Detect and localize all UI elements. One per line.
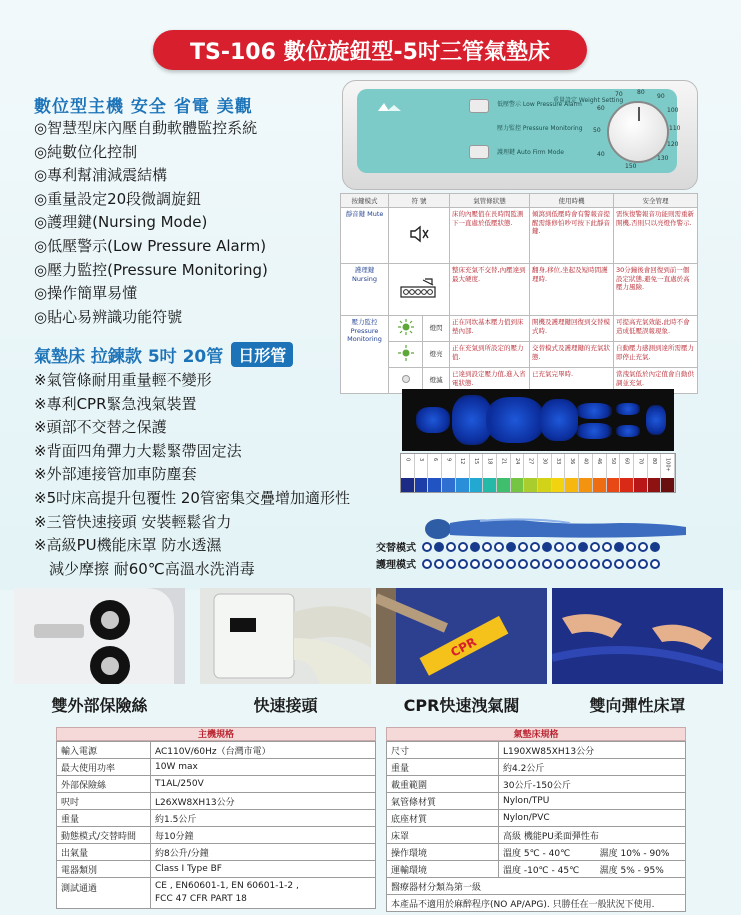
spec-value: 30公斤-150公斤 (499, 776, 686, 793)
air-tube (626, 542, 636, 552)
cpr-tag-label: CPR (448, 634, 479, 660)
lamp-status: 燈閃 (423, 316, 450, 342)
scale-cell (524, 454, 538, 492)
pressure-blob (540, 399, 578, 441)
dial-number: 90 (657, 93, 665, 100)
scale-swatch (442, 478, 455, 492)
spec-key: 床罩 (387, 827, 499, 844)
weight-setting-knob[interactable] (607, 101, 669, 163)
scale-number: 9 (445, 458, 452, 462)
panel-label: 重量設定 Weight Setting (553, 97, 624, 104)
spec-value: 濕度 5% - 95% (596, 861, 686, 878)
scale-swatch (648, 478, 661, 492)
air-tube (650, 559, 660, 569)
quick-connector-photo (200, 588, 371, 684)
timing-cell: 翻身,移位,坐起及短時間護理時. (530, 264, 614, 316)
timing-cell: 交替模式及護理鍵的充氣狀態. (530, 342, 614, 368)
spec-key: 底座材質 (387, 810, 499, 827)
scale-swatch (579, 478, 592, 492)
scale-number: 36 (568, 458, 575, 465)
air-tube (566, 559, 576, 569)
spec-value: T1AL/250V (151, 776, 376, 793)
dial-number: 130 (657, 155, 669, 162)
feature-item: ※高級PU機能床罩 防水透濕 (34, 536, 222, 555)
scale-number: 6 (431, 458, 438, 462)
air-tube (554, 559, 564, 569)
scale-cell (648, 454, 662, 492)
scale-swatch (538, 478, 551, 492)
air-tube (614, 542, 624, 552)
dial-number: 110 (669, 125, 681, 132)
scale-number: 70 (637, 458, 644, 465)
nursing-mode-row (376, 556, 660, 571)
spec-value-multi (151, 878, 376, 909)
air-tube (638, 559, 648, 569)
state-cell: 已達到設定壓力值,進入省電狀態. (450, 368, 530, 394)
air-tube (434, 542, 444, 552)
mattress-heading-text: 氣墊床 拉鍊款 5吋 20管 (34, 347, 224, 367)
scale-cell (538, 454, 552, 492)
spec-key: 操作環境 (387, 844, 499, 861)
scale-cell (634, 454, 648, 492)
scale-number: 50 (609, 458, 616, 465)
alternate-mode-row (376, 539, 660, 554)
safety-cell: 可提高充氣效能,此時不會造成低壓誤報現象. (614, 316, 698, 342)
scale-swatch (661, 478, 674, 492)
spec-note: 本產品不適用於麻醉程序(NO AP/APG). 只勝任在一般狀況下使用. (387, 895, 686, 912)
panel-label: 壓力監控 Pressure Monitoring (497, 125, 583, 132)
mode-table-header: 安全管理 (614, 194, 698, 208)
air-tube (518, 559, 528, 569)
spec-value: L26XW8XH13公分 (151, 793, 376, 810)
scale-number: 40 (582, 458, 589, 465)
mode-table-header: 氣管條狀態 (450, 194, 530, 208)
dial-number: 40 (597, 151, 605, 158)
mode-cell: 靜音鍵 Mute (341, 208, 389, 264)
scale-cell (565, 454, 579, 492)
scale-cell (456, 454, 470, 492)
dial-number: 50 (593, 127, 601, 134)
scale-swatch (470, 478, 483, 492)
air-tube (458, 559, 468, 569)
mute-icon (389, 208, 450, 264)
photo-caption: 雙外部保險絲 (51, 696, 148, 715)
feature-item: ◎壓力監控(Pressure Monitoring) (34, 260, 268, 279)
mode-table (340, 193, 698, 394)
mattress-feature-list (34, 369, 350, 581)
scale-cell (661, 454, 675, 492)
feature-item: ◎操作簡單易懂 (34, 284, 138, 303)
scale-number: 12 (459, 458, 466, 465)
air-tube (470, 559, 480, 569)
scale-cell (483, 454, 497, 492)
scale-cell (607, 454, 621, 492)
feature-item: ◎專利幫浦減震結構 (34, 166, 168, 185)
feature-item: ※5吋床高提升包覆性 20管密集交疊增加適形性 (34, 488, 350, 507)
scale-cell (593, 454, 607, 492)
spec-key: 重量 (387, 759, 499, 776)
lamp-status: 燈亮 (423, 342, 450, 368)
feature-item: ◎重量設定20段微調旋鈕 (34, 189, 202, 208)
scale-swatch (634, 478, 647, 492)
pressure-blob (616, 403, 640, 415)
mattress-heading (34, 342, 293, 367)
air-tube (602, 542, 612, 552)
pressure-blob (576, 403, 612, 419)
spec-value: CE , EN60601-1, EN 60601-1-2 , (155, 881, 299, 891)
main-unit-feature-list (34, 117, 268, 329)
spec-key: 呎吋 (57, 793, 151, 810)
spec-key: 最大使用功率 (57, 759, 151, 776)
scale-cell (428, 454, 442, 492)
scale-swatch (620, 478, 633, 492)
scale-number: 33 (555, 458, 562, 465)
feature-item: ※頭部不交替之保護 (34, 418, 167, 437)
feature-item: ※三管快速接頭 安裝輕鬆省力 (34, 512, 232, 531)
air-tube (482, 542, 492, 552)
feature-item: ※氣管條耐用重量輕不變形 (34, 371, 212, 389)
nursing-button[interactable] (469, 145, 489, 159)
feature-item: ※外部連接管加車防塵套 (34, 465, 197, 484)
dial-number: 60 (597, 105, 605, 112)
spec-note: 醫療器材分類為第一級 (387, 878, 686, 895)
air-tube (470, 542, 480, 552)
air-tube (446, 559, 456, 569)
tube-shape-badge: 日形管 (231, 342, 293, 367)
feature-item: 減少摩擦 耐60℃高溫水洗消毒 (34, 559, 255, 578)
panel-face (357, 89, 681, 173)
mattress-spec-title: 氣墊床規格 (386, 727, 686, 741)
air-tube (566, 542, 576, 552)
mode-cell: 壓力監控 Pressure Monitoring (341, 316, 389, 394)
feature-item: ◎純數位化控制 (34, 142, 138, 161)
spec-key: 測試通過 (57, 878, 151, 909)
scale-number: 60 (623, 458, 630, 465)
feature-item: ◎護理鍵(Nursing Mode) (34, 213, 208, 232)
spec-value: L190XW85XH13公分 (499, 742, 686, 759)
spec-value: Nylon/PVC (499, 810, 686, 827)
mattress-spec-table (386, 727, 686, 912)
spec-value: 高級 機能PU柔面彈性布 (499, 827, 686, 844)
scale-swatch (401, 478, 414, 492)
dial-number: 80 (637, 89, 645, 96)
spec-key: 電器類別 (57, 861, 151, 878)
photo-caption: CPR快速洩氣閥 (403, 696, 520, 715)
scale-cell (442, 454, 456, 492)
air-tube (530, 542, 540, 552)
safety-cell: 自動壓力感測到達所需壓力即停止充氣. (614, 342, 698, 368)
air-tube (422, 559, 432, 569)
dial-number: 150 (625, 163, 637, 170)
pump-control-panel (342, 80, 698, 190)
pressure-blob (576, 423, 612, 439)
fuse-photo (14, 588, 185, 684)
pressure-blob (486, 397, 544, 443)
air-tube (638, 542, 648, 552)
state-cell: 整床充氣不交替,內壓達到最大硬度. (450, 264, 530, 316)
air-tube (578, 559, 588, 569)
nursing-icon (389, 264, 450, 316)
air-tube (602, 559, 612, 569)
spec-key: 動態模式/交替時間 (57, 827, 151, 844)
spec-key: 外部保險絲 (57, 776, 151, 793)
spec-value: 濕度 10% - 90% (596, 844, 686, 861)
scale-cell (415, 454, 429, 492)
host-spec-title: 主機規格 (56, 727, 376, 741)
feature-item: ◎貼心易辨識功能符號 (34, 307, 183, 326)
patient-lying-illustration (420, 515, 690, 541)
spec-value: 溫度 5℃ - 40℃ (499, 844, 596, 861)
air-tube (482, 559, 492, 569)
timing-cell: 開機及護理鍵回復到交替模式時. (530, 316, 614, 342)
scale-number: 24 (513, 458, 520, 465)
air-tube (530, 559, 540, 569)
scale-cell (470, 454, 484, 492)
feature-item: ◎低壓警示(Low Pressure Alarm) (34, 236, 267, 255)
mode-table-header: 使用時機 (530, 194, 614, 208)
feature-item: ◎智慧型床內壓自動軟體監控系統 (34, 119, 258, 137)
scale-number: 27 (527, 458, 534, 465)
lamp-status: 燈滅 (423, 368, 450, 394)
scale-number: 15 (472, 458, 479, 465)
air-tube (458, 542, 468, 552)
spec-key: 載重範圍 (387, 776, 499, 793)
mute-button[interactable] (469, 99, 489, 113)
air-tube (626, 559, 636, 569)
air-tube (614, 559, 624, 569)
state-cell: 床的內壓值在長時間監測下一直處於低壓狀態. (450, 208, 530, 264)
elastic-cover-photo (552, 588, 723, 684)
main-unit-heading: 數位型主機 安全 省電 美觀 (34, 97, 253, 117)
air-tube (506, 542, 516, 552)
air-tube (542, 542, 552, 552)
air-tube (542, 559, 552, 569)
air-tube (518, 542, 528, 552)
spec-value: 約4.2公斤 (499, 759, 686, 776)
spec-value: 10W max (151, 759, 376, 776)
dial-number: 70 (615, 91, 623, 98)
scale-cell (497, 454, 511, 492)
dial-number: 120 (667, 141, 679, 148)
mode-table-header: 符 號 (389, 194, 450, 208)
air-tube (446, 542, 456, 552)
scale-cell (511, 454, 525, 492)
spec-key: 出氣量 (57, 844, 151, 861)
safety-cell: 當洩氣低於內定值會自動供調並充氣. (614, 368, 698, 394)
host-spec-rows (56, 741, 376, 909)
scale-swatch (483, 478, 496, 492)
scale-cell (620, 454, 634, 492)
timing-cell: 已充氣完畢時. (530, 368, 614, 394)
spec-value: 溫度 -10℃ - 45℃ (499, 861, 596, 878)
pressure-blob (616, 425, 640, 437)
host-spec-table (56, 727, 376, 909)
air-tube (554, 542, 564, 552)
air-tube (434, 559, 444, 569)
scale-number: 0 (404, 458, 411, 462)
spec-key: 運輸環境 (387, 861, 499, 878)
scale-number: 30 (541, 458, 548, 465)
photo-caption: 快速接頭 (253, 696, 318, 715)
cpr-valve-photo (376, 588, 547, 684)
scale-swatch (593, 478, 606, 492)
scale-swatch (524, 478, 537, 492)
air-tube (494, 542, 504, 552)
scale-swatch (565, 478, 578, 492)
pressure-blob (416, 407, 450, 433)
scale-swatch (511, 478, 524, 492)
state-cell: 正在充氣到所設定的壓力值. (450, 342, 530, 368)
scale-cell (401, 454, 415, 492)
pressure-color-scale (400, 453, 676, 493)
scale-number: 100+ (664, 458, 671, 472)
air-tube (590, 542, 600, 552)
feature-item: ※背面四角彈力大鬆緊帶固定法 (34, 441, 242, 460)
photo-caption: 雙向彈性床罩 (589, 696, 686, 715)
scale-number: 80 (651, 458, 657, 465)
lamp-blink-icon (389, 316, 423, 342)
spec-key: 尺寸 (387, 742, 499, 759)
page-title: TS-106 數位旋鈕型-5吋三管氣墊床 (153, 30, 587, 70)
lamp-on-icon (389, 342, 423, 368)
air-tube (650, 542, 660, 552)
pressure-map-image (402, 389, 674, 451)
mode-table-header: 按鍵模式 (341, 194, 389, 208)
spec-value: Nylon/TPU (499, 793, 686, 810)
spec-value: 約8公升/分鐘 (151, 844, 376, 861)
spec-value: 約1.5公斤 (151, 810, 376, 827)
spec-value: FCC 47 CFR PART 18 (155, 894, 247, 904)
safety-cell: 需恢復警報音功能則需重新開機,否則只以亮燈作警示. (614, 208, 698, 264)
scale-swatch (415, 478, 428, 492)
dial-number: 100 (667, 107, 679, 114)
scale-number: 3 (418, 458, 425, 462)
timing-cell: 傾瀉到低壓時會有警報音提醒需維修怕吵可按下此靜音鍵. (530, 208, 614, 264)
scale-swatch (552, 478, 565, 492)
mode-label: 交替模式 (376, 543, 416, 554)
state-cell: 正在同坎基本壓力值到床墊內部. (450, 316, 530, 342)
scale-swatch (456, 478, 469, 492)
safety-cell: 30分鐘後會回復到前一個設定狀態,避免一直處於高壓力風險. (614, 264, 698, 316)
air-tube (590, 559, 600, 569)
brand-logo (377, 101, 403, 115)
spec-key: 重量 (57, 810, 151, 827)
spec-key: 輸入電源 (57, 742, 151, 759)
air-tube (578, 542, 588, 552)
scale-swatch (607, 478, 620, 492)
scale-cell (579, 454, 593, 492)
air-tube (422, 542, 432, 552)
scale-number: 18 (486, 458, 493, 465)
feature-item: ※專利CPR緊急洩氣裝置 (34, 394, 197, 413)
mode-cell: 護理鍵 Nursing (341, 264, 389, 316)
spec-key: 氣管條材質 (387, 793, 499, 810)
panel-label: 低壓警示 Low Pressure Alarm (497, 101, 582, 108)
scale-cell (552, 454, 566, 492)
air-tube (506, 559, 516, 569)
spec-value: Class I Type BF (151, 861, 376, 878)
panel-label: 護理鍵 Auto Firm Mode (497, 149, 564, 156)
scale-swatch (428, 478, 441, 492)
pressure-blob (646, 405, 666, 435)
air-tube (494, 559, 504, 569)
scale-swatch (497, 478, 510, 492)
scale-number: 21 (500, 458, 507, 465)
spec-value: AC110V/60Hz（台灣市電） (151, 742, 376, 759)
spec-value: 每10分鐘 (151, 827, 376, 844)
mattress-spec-rows (386, 741, 686, 912)
scale-number: 46 (596, 458, 603, 465)
mode-label: 護理模式 (376, 560, 416, 571)
